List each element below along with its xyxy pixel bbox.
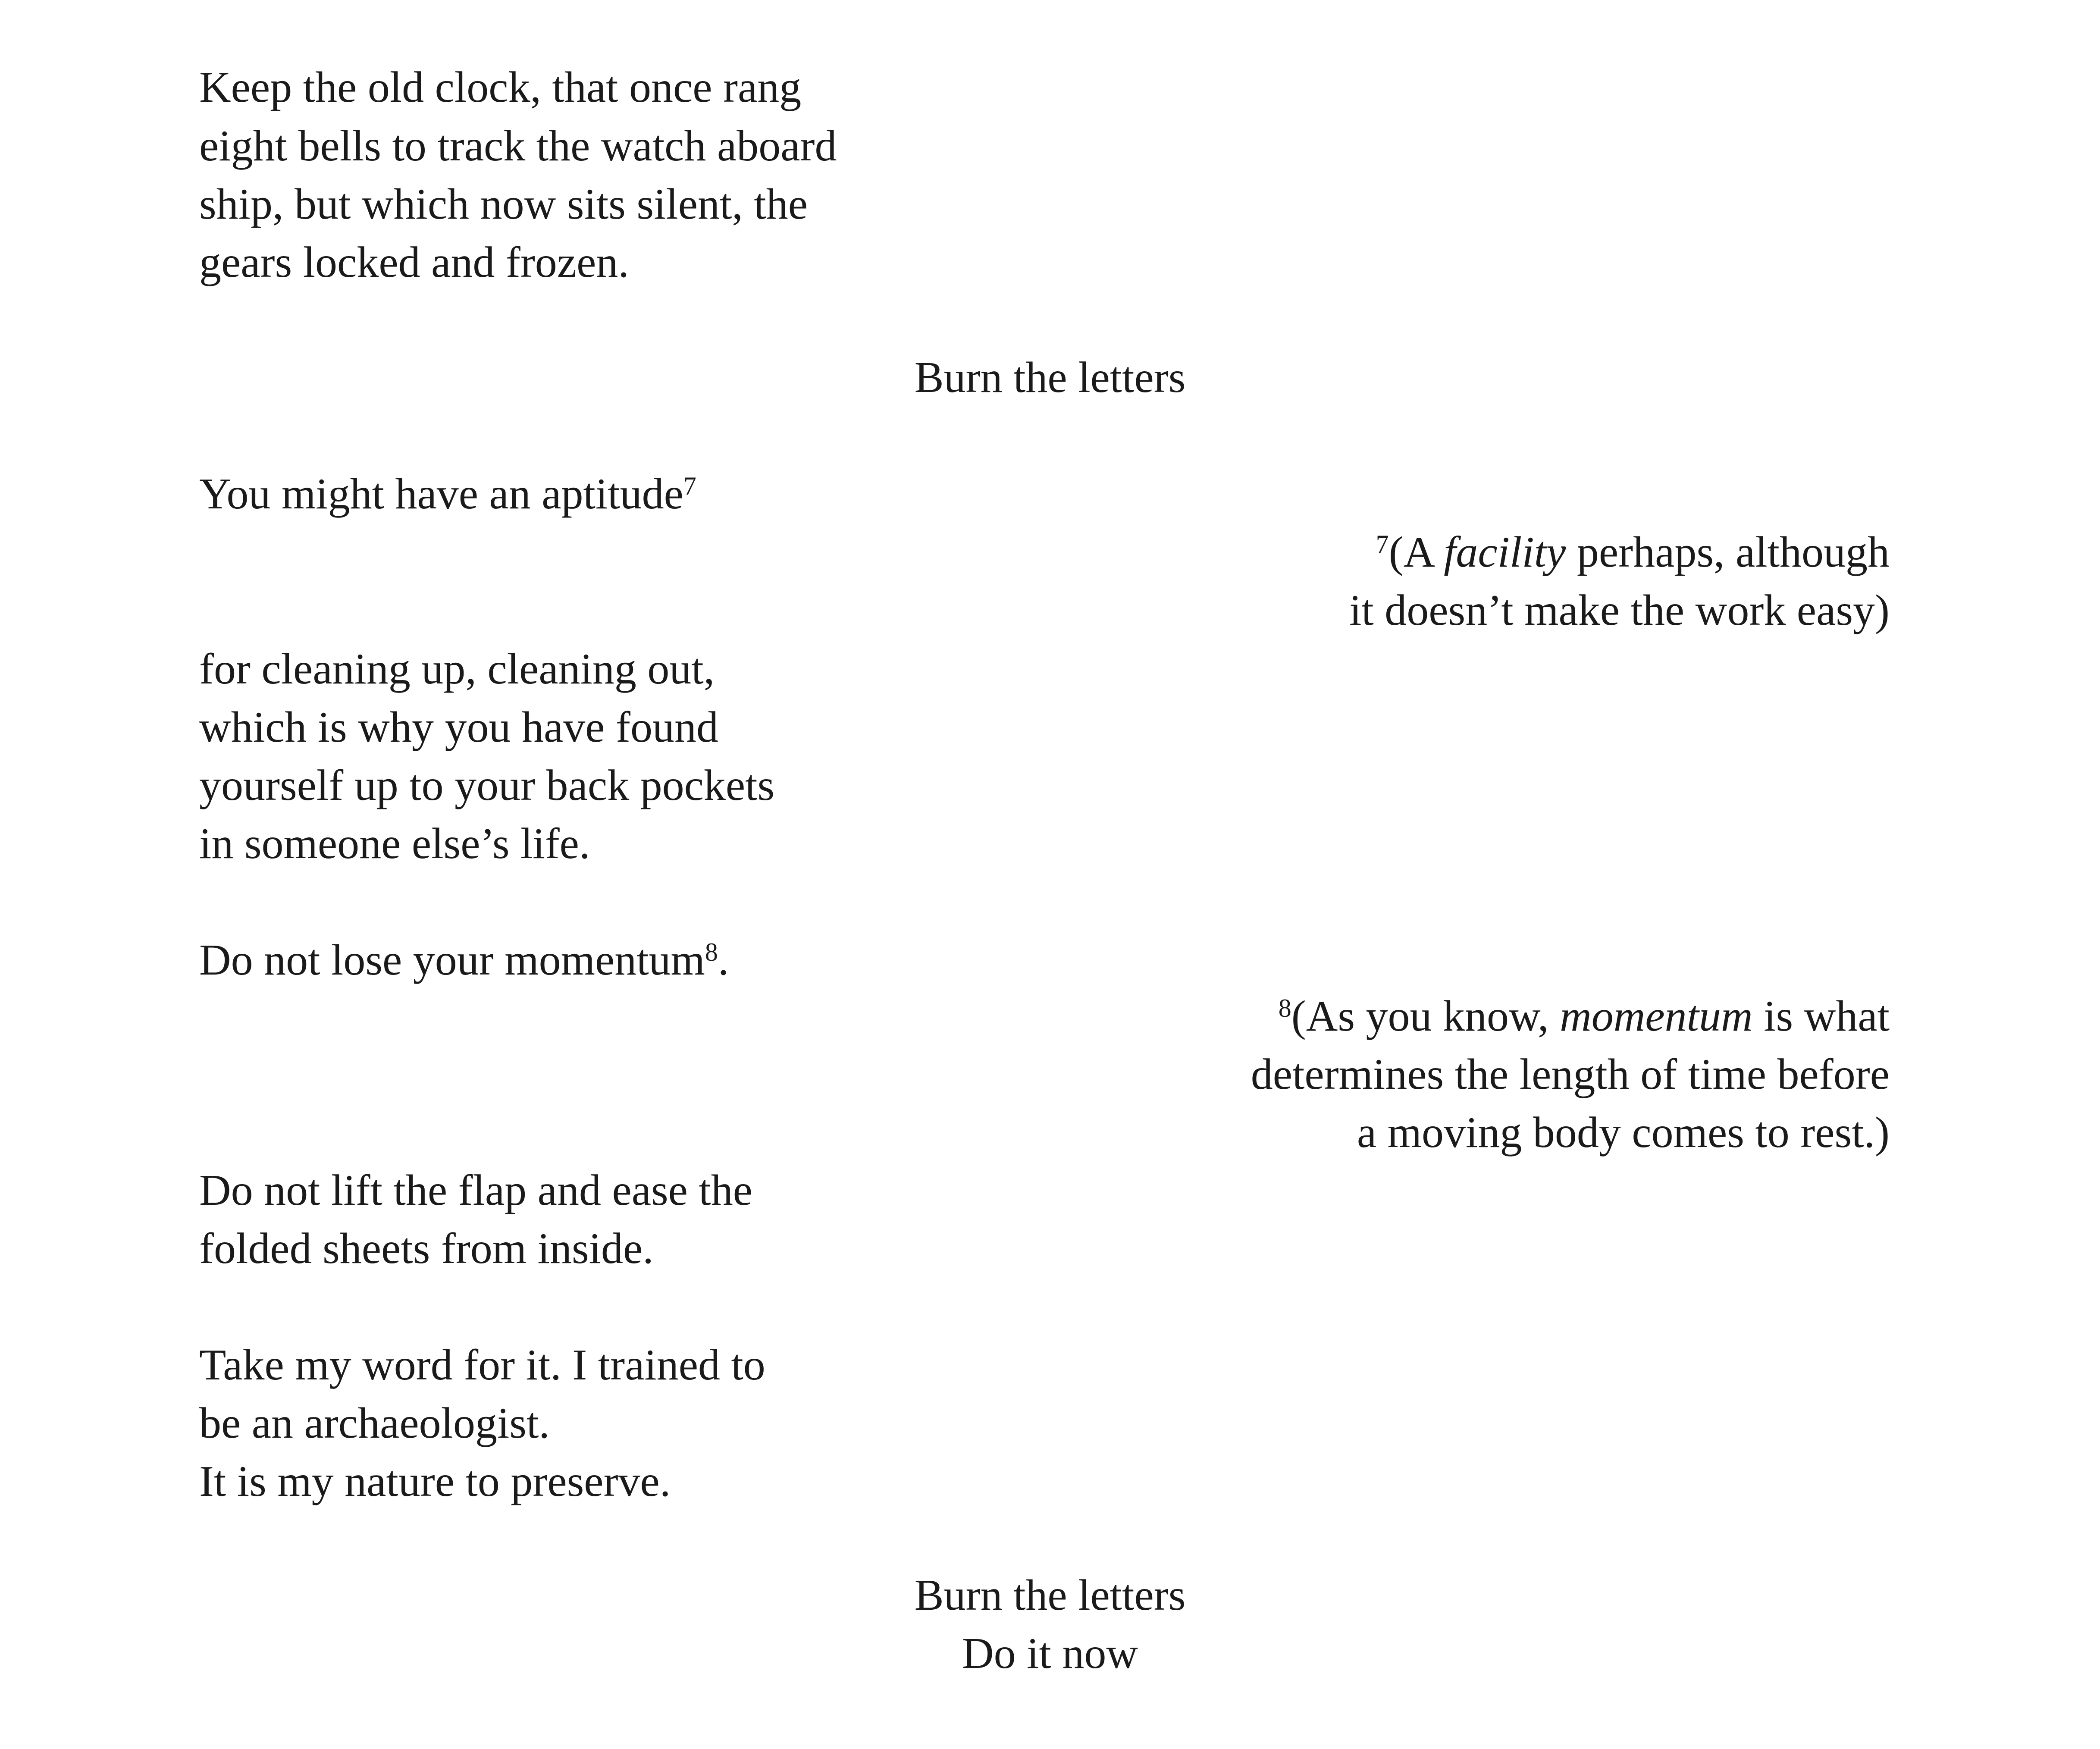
stanza4-line3: It is my nature to preserve. [199, 1457, 671, 1506]
footnote8-marker: 8 [1278, 994, 1291, 1022]
momentum-line [199, 937, 729, 984]
momentum-end: . [718, 936, 729, 984]
footnote8-italic: momentum [1560, 992, 1753, 1041]
aptitude-line [199, 470, 696, 518]
stanza2-line3: yourself up to your back pockets [199, 761, 775, 810]
footnote7-italic: facility [1444, 528, 1566, 577]
footnote7-rest: perhaps, although [1566, 528, 1890, 577]
refrain-burn-the-letters: Burn the letters [914, 353, 1186, 402]
aptitude-text: You might have an aptitude [199, 470, 683, 518]
refrain-do-it-now: Do it now [962, 1629, 1138, 1678]
stanza1-line1: Keep the old clock, that once rang [199, 63, 802, 112]
footnote8-line1 [1279, 993, 1890, 1040]
footnote7-open: (A [1389, 528, 1444, 577]
stanza4-line2: be an archaeologist. [199, 1399, 550, 1448]
footnote8-rest: is what [1752, 992, 1890, 1041]
footnote8-line3: a moving body comes to rest.) [1357, 1108, 1890, 1157]
stanza2-line1: for cleaning up, cleaning out, [199, 645, 715, 693]
momentum-text: Do not lose your momentum [199, 936, 705, 984]
refrain-burn-the-letters-2: Burn the letters [914, 1571, 1186, 1620]
stanza1-line3: ship, but which now sits silent, the [199, 180, 808, 229]
stanza3-line1: Do not lift the flap and ease the [199, 1166, 753, 1215]
footnote7-marker: 7 [1376, 530, 1389, 558]
stanza2-line4: in someone else’s life. [199, 819, 590, 868]
stanza4-line1: Take my word for it. I trained to [199, 1341, 765, 1389]
stanza1-line2: eight bells to track the watch aboard [199, 122, 837, 170]
stanza1-line4: gears locked and frozen. [199, 238, 629, 287]
footnote7-line2: it doesn’t make the work easy) [1349, 586, 1890, 635]
stanza2-line2: which is why you have found [199, 703, 718, 752]
footnote8-open: (As you know, [1291, 992, 1560, 1041]
footnote-marker-7: 7 [683, 472, 696, 500]
stanza3-line2: folded sheets from inside. [199, 1224, 654, 1273]
footnote8-line2: determines the length of time before [1251, 1050, 1890, 1099]
footnote7-line1 [1376, 529, 1890, 576]
footnote-marker-8: 8 [705, 938, 718, 966]
